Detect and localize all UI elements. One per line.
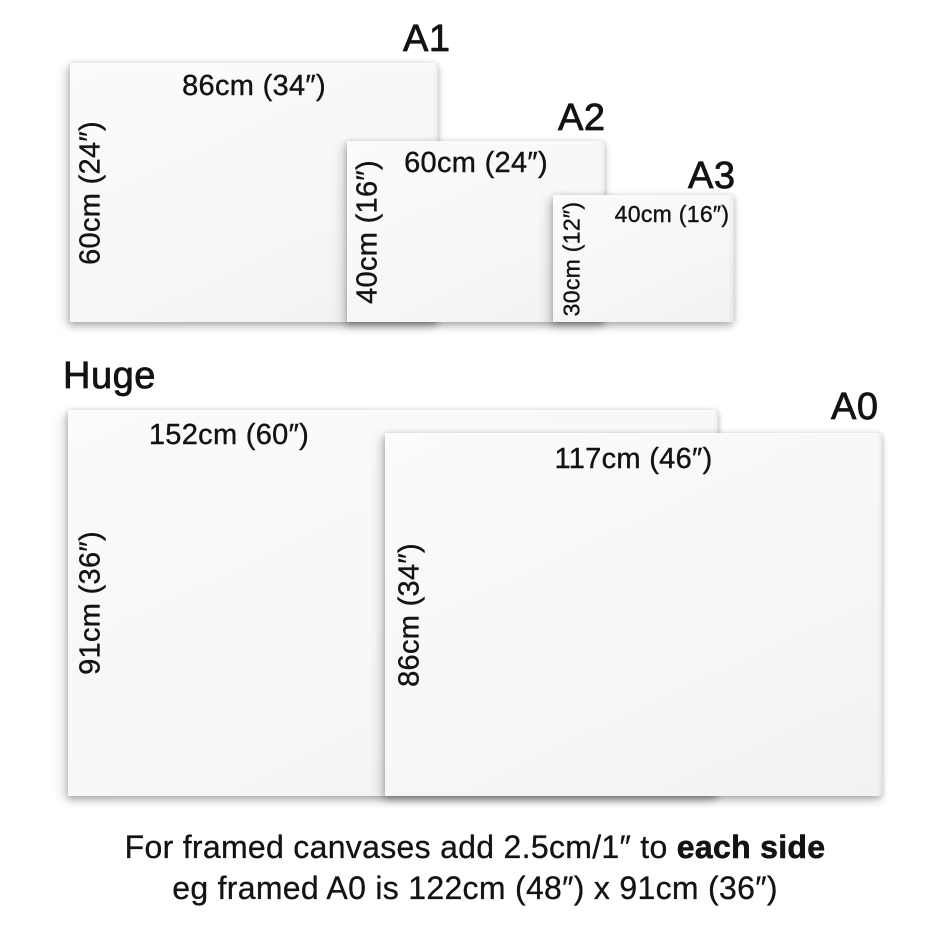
canvas-huge-height-label: 91cm (36″) [74, 531, 107, 675]
canvas-a0 [385, 433, 882, 796]
size-name-a2: A2 [558, 97, 606, 139]
canvas-a0-height-label: 86cm (34″) [393, 542, 426, 687]
canvas-a1-width-label: 86cm (34″) [182, 70, 326, 102]
canvas-a1-height-label: 60cm (24″) [74, 120, 107, 265]
canvas-a3-height-label: 30cm (12″) [558, 201, 585, 316]
canvas-a3 [553, 195, 734, 322]
framed-size-note-line1 [0, 827, 950, 868]
canvas-a2-height-label: 40cm (16″) [351, 159, 384, 304]
canvas-a3-width-label: 40cm (16″) [614, 201, 730, 227]
framed-size-note-line1-bold: each side [676, 829, 826, 865]
framed-size-note-line2: eg framed A0 is 122cm (48″) x 91cm (36″) [172, 870, 778, 906]
framed-size-note-line1-text: For framed canvases add 2.5cm/1″ to [124, 829, 677, 865]
canvas-a2-width-label: 60cm (24″) [404, 147, 548, 179]
size-name-a1: A1 [403, 18, 451, 60]
framed-size-note [0, 827, 950, 909]
canvas-a0-width-label: 117cm (46″) [554, 443, 713, 475]
size-name-huge: Huge [63, 355, 156, 397]
canvas-huge-width-label: 152cm (60″) [148, 419, 310, 451]
size-name-a3: A3 [688, 155, 736, 197]
size-name-a0: A0 [831, 386, 879, 428]
